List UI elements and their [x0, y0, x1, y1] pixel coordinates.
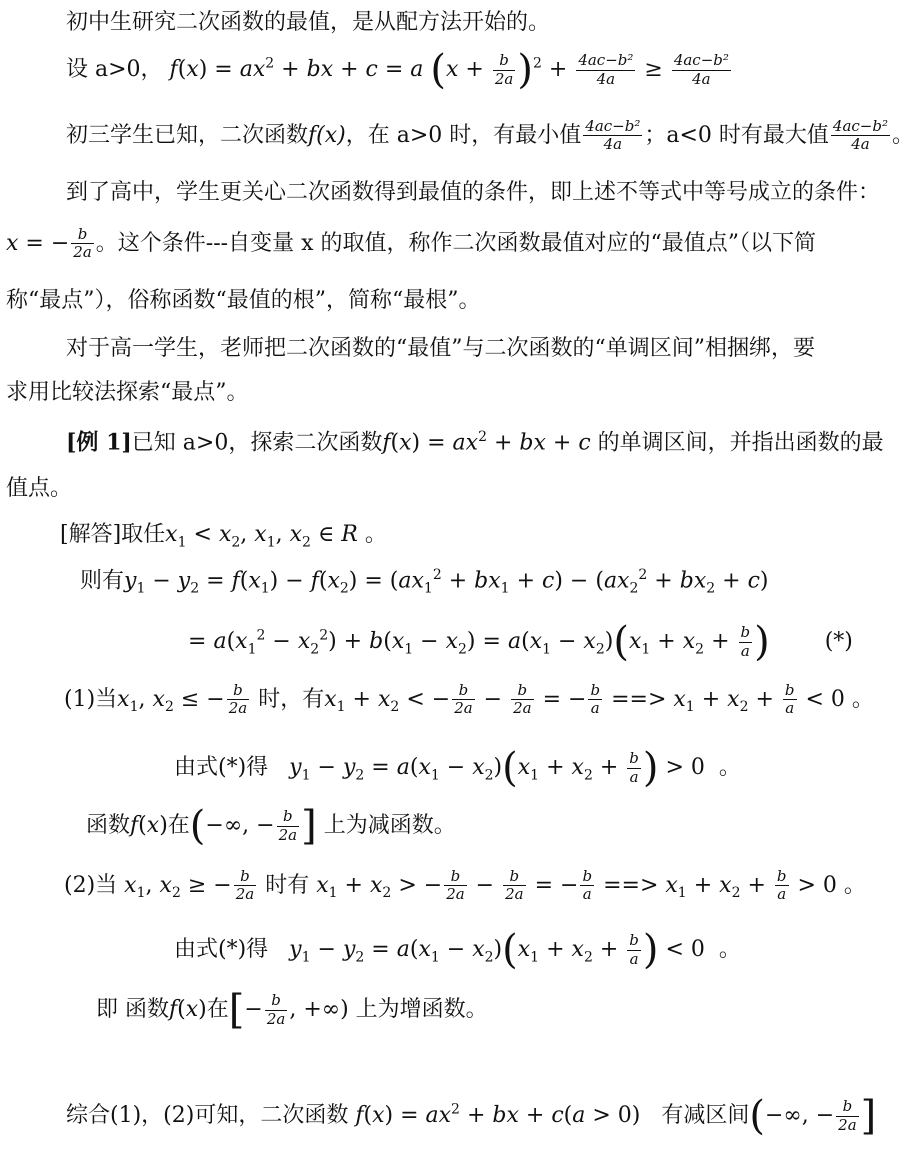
fraction: $\frac{\text{4ac−b²}}{4a}$ [673, 51, 729, 88]
case-2-result: 由式(*)得 $y_1 - y_2 = a(x_1 - x_2)(x_1 + x_2$ + $\frac{b}{a}$ ) < 0 。 [174, 927, 741, 973]
paragraph-intro: 初中生研究二次函数的最值，是从配方法开始的。 [66, 10, 551, 35]
case-1-result: 由式(*)得 $y_1 - y_2 = a(x_1 - x_2)(x_1 + x_2$ + $\frac{b}{a}$ ) > 0 。 [174, 745, 741, 791]
increasing-interval: 即 函数f(x)在[− $\frac{b}{2a}$ , +∞) 上为增函数。 [96, 987, 488, 1033]
example-1-cont: 值点。 [6, 476, 73, 501]
derivation-2: = $a(x_1^2 - x_2^2) + b(x_1 - x_2) = a(x_1 - x_2)(x_1 + x_2$ + $\frac{b}{a}$ ) (*) [188, 619, 853, 665]
decreasing-interval: 函数f(x)在(−∞, − $\frac{b}{2a}$ ] 上为减函数。 [86, 803, 456, 849]
formula-prefix: 设 a>0， [66, 57, 163, 82]
star-label: (*) [824, 629, 853, 654]
paragraph-monotonic-2: 求用比较法探索“最点”。 [6, 380, 249, 405]
paragraph-extreme-point: x = − $\frac{b}{2a}$ 。这个条件---自变量 x 的取值，称作二次函数最值对应的“最值点”（以下简 [6, 225, 816, 262]
fraction: $\frac{\text{4ac−b²}}{4a}$ [578, 51, 634, 88]
derivation-1: 则有$y_1 - y_2 = f(x_1) - f(x_2) = (ax_1^2 + bx_1 + c) - (ax_2^2 + bx_2 + c)$ [80, 567, 769, 597]
case-2: (2)当 $x_1$, $x_2$ ≥ − $\frac{b}{2a}$ 时有 $x_1 + x_2$ > − $\frac{b}{2a}$ − $\frac{b}{2a}$ = − $\frac{b}{a}$ ==> $x_1 + x_2$ + $\frac{b}{a}$ > 0 。 [64, 867, 866, 904]
solution-start: [解答]取任$x_1 < x_2$, $x_1$, $x_2$ ∈ R 。 [60, 522, 387, 551]
paragraph-high-school: 到了高中，学生更关心二次函数得到最值的条件，即上述不等式中等号成立的条件： [66, 180, 881, 205]
paragraph-monotonic: 对于高一学生，老师把二次函数的“最值”与二次函数的“单调区间”相捆绑，要 [66, 336, 815, 361]
example-1: [例 1]已知 a>0，探索二次函数$f(x) = ax^2$ + bx + c 的单调区间，并指出函数的最 [66, 429, 884, 456]
summary: 综合(1)，(2)可知，二次函数 $f(x) = ax^2$ + bx + c(a > 0) 有减区间(−∞, − $\frac{b}{2a}$ ] [66, 1093, 877, 1139]
fraction: $\frac{b}{2a}$ [494, 51, 514, 88]
formula-completing-square: 设 a>0， $f(x) = ax^2$ + bx + c = a (x + $\frac{b}{2a}$ )$^2$ + $\frac{\text{4ac−b²}}{4a}$ ≥ $\frac{\text{4ac−b²}}{4a}$ [66, 47, 729, 93]
paragraph-extreme-point-2: 称“最点”），俗称函数“最值的根”，简称“最根”。 [6, 288, 481, 313]
case-1: (1)当$x_1$, $x_2$ ≤ − $\frac{b}{2a}$ 时，有$x_1 + x_2$ < − $\frac{b}{2a}$ − $\frac{b}{2a}$ = − $\frac{b}{a}$ ==> $x_1 + x_2$ + $\frac{b}{a}$ < 0 。 [64, 681, 874, 718]
paragraph-min-max: 初三学生已知，二次函数f(x)，在 a>0 时，有最小值 $\frac{\text{4ac−b²}}{4a}$ ；a<0 时有最大值 $\frac{\text{4ac−b²}}{4a}$ 。 [66, 117, 914, 154]
